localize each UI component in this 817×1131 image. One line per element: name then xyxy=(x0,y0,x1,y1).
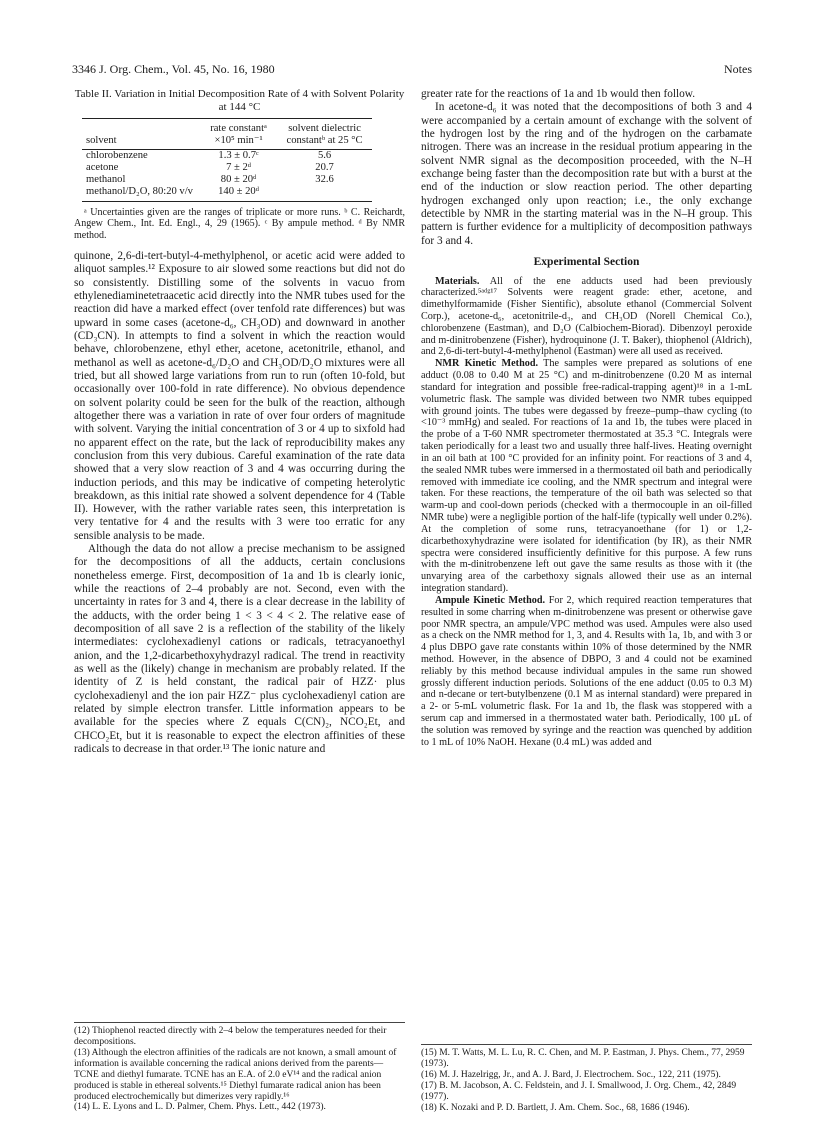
table-cell-dielectric: 20.7 xyxy=(315,161,334,173)
rate-table xyxy=(82,118,372,201)
table-cell-solvent: methanol xyxy=(86,173,126,185)
footnote-rule xyxy=(74,1022,405,1023)
table-cell-rate: 140 ± 20ᵈ xyxy=(218,185,259,197)
body-paragraph: Although the data do not allow a precise mechanism to be assigned for the decompositions of all the adducts, certain conclusions nonetheless emerge. First, decomposition of 1a and 1b is clearly ionic, while the reactions of 2–4 probably are not. Second, even with the uncertainty in rates for 3 and 4, there is a clear decrease in the lability of the adducts, with the order being 1 < 3 < 4 < 2. The relative ease of decomposition of all save 2 is a reflection of the stability of the likely intermediates: cyclohexadienyl cations or radicals, tetracyanoethyl anion, and the 1,2-dicarbethoxyhydrazyl radical. The trend in reactivity as well as the (likely) change in mechanism are probably related. If the identity of Z is held constant, the radical pair of HZZ· plus cyclohexadienyl and the ion pair HZZ⁻ plus cyclohexadienyl cation are related by simple electron transfer. Little information appears to be available for the species where Z equals C(CN)₂, NCO₂Et, and CHCO₂Et, but it is reasonable to expect the electron affinities of these radicals to decrease in that order.¹³ The ionic nature and xyxy=(74,543,405,756)
table-row xyxy=(82,174,372,186)
left-column xyxy=(74,88,405,756)
table-header-dielectric: solvent dielectric constantᵇ at 25 °C xyxy=(277,123,372,149)
table-cell-solvent: acetone xyxy=(86,161,119,173)
right-references xyxy=(421,1038,752,1114)
table-cell-solvent: chlorobenzene xyxy=(86,149,148,161)
materials-paragraph xyxy=(421,276,752,359)
table-cell-rate: 1.3 ± 0.7ᶜ xyxy=(218,149,259,161)
run-in-heading: Materials. xyxy=(435,275,480,287)
run-in-heading: Ampule Kinetic Method. xyxy=(435,594,546,606)
run-in-heading: NMR Kinetic Method. xyxy=(435,358,539,370)
nmr-method-paragraph xyxy=(421,358,752,595)
footnote: (12) Thiophenol reacted directly with 2–4 below the temperatures needed for their decompositions. xyxy=(74,1026,387,1047)
table-header-solvent: solvent xyxy=(82,123,200,149)
table-cell-rate: 7 ± 2ᵈ xyxy=(226,161,252,173)
table-cell-dielectric: 5.6 xyxy=(317,149,332,161)
footnote: (13) Although the electron affinities of the radicals are not known, a small amount of information is available concerning the radical anions derived from the parents—TCNE and diethyl fumarate. TCNE has an E.A. of 2.0 eV¹⁴ and the radical anion produced is stable in ethereal solvents.¹⁵ Diethyl fumarate radical anion has been produced electrochemically but dimerizes very rapidly.¹⁶ xyxy=(74,1047,397,1102)
right-column xyxy=(421,88,752,749)
footnote-rule xyxy=(421,1044,752,1045)
running-header xyxy=(72,62,752,78)
table-cell-rate: 80 ± 20ᵈ xyxy=(220,173,257,185)
table-cell-dielectric xyxy=(277,186,372,201)
table-cell-solvent: methanol/D₂O, 80:20 v/v xyxy=(86,185,193,197)
table-row xyxy=(82,186,372,201)
body-paragraph: quinone, 2,6-di-tert-butyl-4-methylphenol, or acetic acid were added to aliquot samples.¹² Exposure to air slowed some reactions but did not do so consistently. Distilling some of the solvents in vacuo from ethylenediaminetetraacetic acid directly into the NMR tubes used for the reaction did have a marked effect (over tenfold rate differences) but was upward in some cases (acetone-d₆, CH₃OD) and downward in another (CD₃CN). In attempts to find a solvent in which the reaction would behave, chlorobenzene, ethyl ether, acetone, acetonitrile, ethanol, and methanol as well as acetone-d₆/D₂O and CH₃OD/D₂O mixtures were all tried, but all showed large variations from run to run (often 10-fold, but occasionally over 100-fold in rate difference). No obvious dependence on solvent polarity could be seen for the bulk of the reaction, although altogether there was a variation in rate of over four orders of magnitude with solvent. Varying the initial concentration of 3 or 4 up to sixfold had no apparent effect on the rate, but the lack of reproducibility makes any conclusion from this very dubious. Careful examination of the rate data showed that a very slow reaction of 3 and 4 was occurring during the induction periods, and this may be indicative of competing heterolytic breakdown, as this initial rate showed a solvent dependence for 4 (Table II). However, with the rather variable rates seen, this interpretation is very tentative for 4 and the results with 3 were too erratic for any sensible analysis to be made. xyxy=(74,249,405,542)
table-title: Table II. Variation in Initial Decomposition Rate of 4 with Solvent Polarity at 144 °C xyxy=(74,88,405,114)
section-heading: Experimental Section xyxy=(533,255,640,268)
body-paragraph: greater rate for the reactions of 1a and 1b would then follow. xyxy=(421,88,696,100)
paragraph-text: The samples were prepared as solutions of ene adduct (0.08 to 0.40 M at 25 °C) and m-dinitrobenzene (0.20 M as internal standard for integration and possible free-radical-trapping agent)¹⁸ in a 1-mL volumetric flask. The sample was divided between two NMR tubes equipped with ground joints. The tubes were degassed by freeze–pump–thaw cycling (to <10⁻³ mmHg) and sealed. For reactions of 1a and 1b, the tubes were placed in the probe of a T-60 NMR spectrometer thermostated at 35.3 °C. Integrals were taken periodically for a least two and usually three half-lives. Heating overnight in an oil bath at 100 °C provided for an infinity point. For reactions of 3 and 4, the sealed NMR tubes were immersed in a thermostated oil bath and periodically removed with immediate ice cooling, and the NMR spectrum and integral were taken. For these reactions, the temperature of the oil bath was selected so that warm-up and cool-down periods (checked with a thermocouple in an oil-filled NMR tube) were a negligible portion of the half-life (typically well under 0.2%). At the completion of some runs, tetracyanoethane (for 1) or 1,2-dicarbethoxyhydrazine were isolated for identification (by IR), as their NMR spectra were considered insufficiently definitive for this purpose. A few runs with the m-dinitrobenzene left out gave the same results as those with it (the unvarying area of the carbethoxy signals allowed their use as an internal integration standard). xyxy=(421,358,752,595)
table-cell-dielectric: 32.6 xyxy=(315,173,334,185)
paragraph-text: For 2, which required reaction temperatures that resulted in some charring when m-dinitrobenzene was present or otherwise gave poor NMR spectra, an ampule/VPC method was used. Ampules were also used as a check on the NMR method for 1, 3, and 4. Results with 1a, 1b, and with 3 or 4 plus DBPO gave rate constants within 10% of those determined by the NMR method. However, in the absence of DBPO, 3 and 4 could not be examined reliably by this method because individual ampules in the same run showed grossly different induction periods. Solutions of the ene adduct (0.05 to 0.3 M) and n-decane or tert-butylbenzene (0.1 M as internal standard) were prepared in a 2- or 5-mL volumetric flask. For 1a and 1b, the flask was stoppered with a serum cap and immersed in a thermostated water bath. Periodically, 100 μL of the solution was removed by syringe and the reaction was quenched by addition to 1 mL of 10% NaOH. Hexane (0.4 mL) was added and xyxy=(421,594,753,748)
header-section: Notes xyxy=(724,62,752,76)
reference: (15) M. T. Watts, M. L. Lu, R. C. Chen, and M. P. Eastman, J. Phys. Chem., 77, 2959 (1973). xyxy=(421,1048,745,1069)
table-row xyxy=(82,162,372,174)
table-footnote: ᵃ Uncertainties given are the ranges of triplicate or more runs. ᵇ C. Reichardt, Angew Chem., Int. Ed. Engl., 4, 29 (1965). ᶜ By ampule method. ᵈ By NMR method. xyxy=(74,206,405,242)
reference: (18) K. Nozaki and P. D. Bartlett, J. Am. Chem. Soc., 68, 1686 (1946). xyxy=(421,1102,690,1113)
reference: (16) M. J. Hazelrigg, Jr., and A. J. Bard, J. Electrochem. Soc., 122, 211 (1975). xyxy=(421,1069,721,1080)
table-header-rate: rate constantᵃ ×10⁵ min⁻¹ xyxy=(200,123,277,149)
ampule-method-paragraph xyxy=(421,595,752,749)
header-page-journal: 3346 J. Org. Chem., Vol. 45, No. 16, 1980 xyxy=(72,62,275,76)
left-footnotes xyxy=(74,1016,405,1113)
reference: (17) B. M. Jacobson, A. C. Feldstein, and J. I. Smallwood, J. Org. Chem., 42, 2849 (1977). xyxy=(421,1080,737,1102)
paragraph-text: All of the ene adducts used had been previously characterized.⁵ᵃᵈᵍ¹⁷ Solvents were reagent grade: ether, acetone, and dimethylformamide (Fisher Sientific), absolute ethanol (Commercial Solvent Corp.), acetone-d₆, acetonitrile-d₃, and CH₃OD (Norell Chemical Co.), chlorobenzene (Eastman), and D₂O (Calbiochem-Biorad). Dibenzoyl peroxide and m-dinitrobenzene (Fisher), hydroquinone (J. T. Baker), thiophenol (Aldrich), and 2,6-di-tert-butyl-4-methylphenol (Eastman) were all used as received. xyxy=(421,275,752,358)
table-row xyxy=(82,149,372,161)
footnote: (14) L. E. Lyons and L. D. Palmer, Chem. Phys. Lett., 442 (1973). xyxy=(74,1102,326,1113)
body-paragraph: In acetone-d₆ it was noted that the decompositions of both 3 and 4 were accompanied by a certain amount of exchange with the solvent of the hydrogen lost by the ring and of the hydrogen on the carbamate nitrogen. There was an increase in the residual protium appearing in the solvent NMR signal as the decomposition proceeded, with the N–H exchange being faster than the decomposition rate but with a burst at the end of the induction or slow reaction period. The other departing hydrogen exchanged only upon reaction; i.e., the only exchange detectible by NMR in the starting material was in the N–H group. This pattern is further evidence for a multiplicity of decomposition pathways for 3 and 4. xyxy=(421,101,752,247)
